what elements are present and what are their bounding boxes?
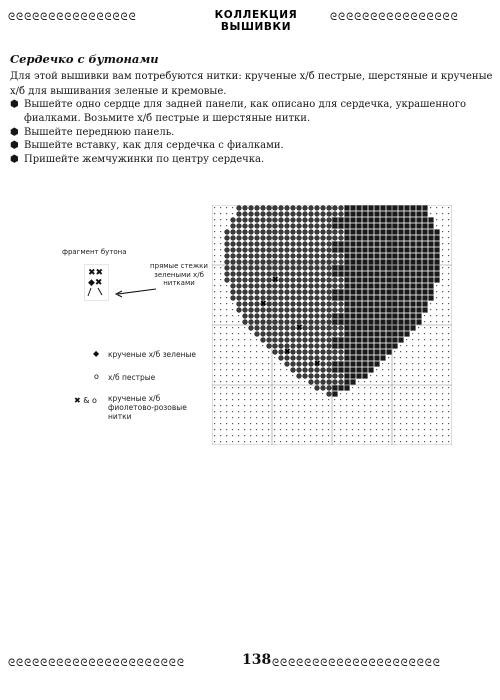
legend-symbol-green: ◆ [93, 349, 100, 358]
instruction-step: ⬢ Вышейте вставку, как для сердечка с фиалками. [10, 140, 284, 152]
svg-text:✖: ✖ [314, 359, 321, 368]
heart-chart-svg [212, 205, 452, 445]
svg-text:✖: ✖ [296, 323, 303, 332]
straight-stitches-label: прямые стежки зелеными х/б нитками [150, 262, 208, 287]
legend-label-variegated: х/б пестрые [108, 373, 156, 382]
instruction-step: ⬢ Пришейте жемчужинки по центру сердечка. [10, 154, 265, 166]
chart-grid-lines [212, 205, 452, 445]
instruction-step: ⬢ Вышейте одно сердце для задней панели, как описано для сердечка, украшенного фиалками. Возьмите х/б пестрые и шерстяные нитки. [10, 99, 466, 124]
footer-ornament-right: ᘓᘓᘓᘓᘓᘓᘓᘓᘓᘓᘓᘓᘓᘓᘓᘓᘓᘓᘓᘓᘓ [272, 658, 441, 669]
legend-label-violet: крученые х/б фиолетово-розовые нитки [108, 394, 187, 421]
hexagon-bullet-icon: ⬢ [10, 154, 19, 166]
svg-text:◆✖: ◆✖ [88, 278, 103, 288]
svg-text:✖: ✖ [260, 299, 267, 308]
intro-paragraph: Для этой вышивки вам потребуются нитки: крученые х/б пестрые, шерстяные и крученые х/б для вышивания зеленые и кремовые. [10, 71, 493, 97]
instruction-list [10, 98, 496, 167]
page-number: 138 [242, 652, 272, 668]
page-header-title: КОЛЛЕКЦИЯ ВЫШИВКИ [214, 9, 298, 33]
header-ornament-left: ᘓᘓᘓᘓᘓᘓᘓᘓᘓᘓᘓᘓᘓᘓᘓᘓ [8, 12, 137, 23]
bud-fragment-icon [84, 264, 110, 304]
section-title: Сердечко с бутонами [10, 52, 159, 66]
legend-symbol-violet: ✖ & o [74, 396, 97, 405]
legend-symbol-variegated: o [94, 372, 99, 381]
header-ornament-right: ᘓᘓᘓᘓᘓᘓᘓᘓᘓᘓᘓᘓᘓᘓᘓᘓ [330, 12, 459, 23]
footer-ornament-left: ᘓᘓᘓᘓᘓᘓᘓᘓᘓᘓᘓᘓᘓᘓᘓᘓᘓᘓᘓᘓᘓᘓ [8, 658, 185, 669]
svg-text:✖: ✖ [272, 275, 279, 284]
cross-stitch-chart [212, 205, 452, 445]
bud-fragment-label: фрагмент бутона [62, 248, 127, 256]
hexagon-bullet-icon: ⬢ [10, 140, 19, 152]
svg-text:✖✖: ✖✖ [88, 268, 104, 278]
arrow-icon [114, 286, 158, 298]
legend-label-green: крученые х/б зеленые [108, 350, 197, 359]
hexagon-bullet-icon: ⬢ [10, 126, 19, 138]
svg-text:✖: ✖ [284, 347, 291, 356]
hexagon-bullet-icon: ⬢ [10, 99, 19, 110]
instruction-step: ⬢ Вышейте переднюю панель. [10, 126, 175, 138]
